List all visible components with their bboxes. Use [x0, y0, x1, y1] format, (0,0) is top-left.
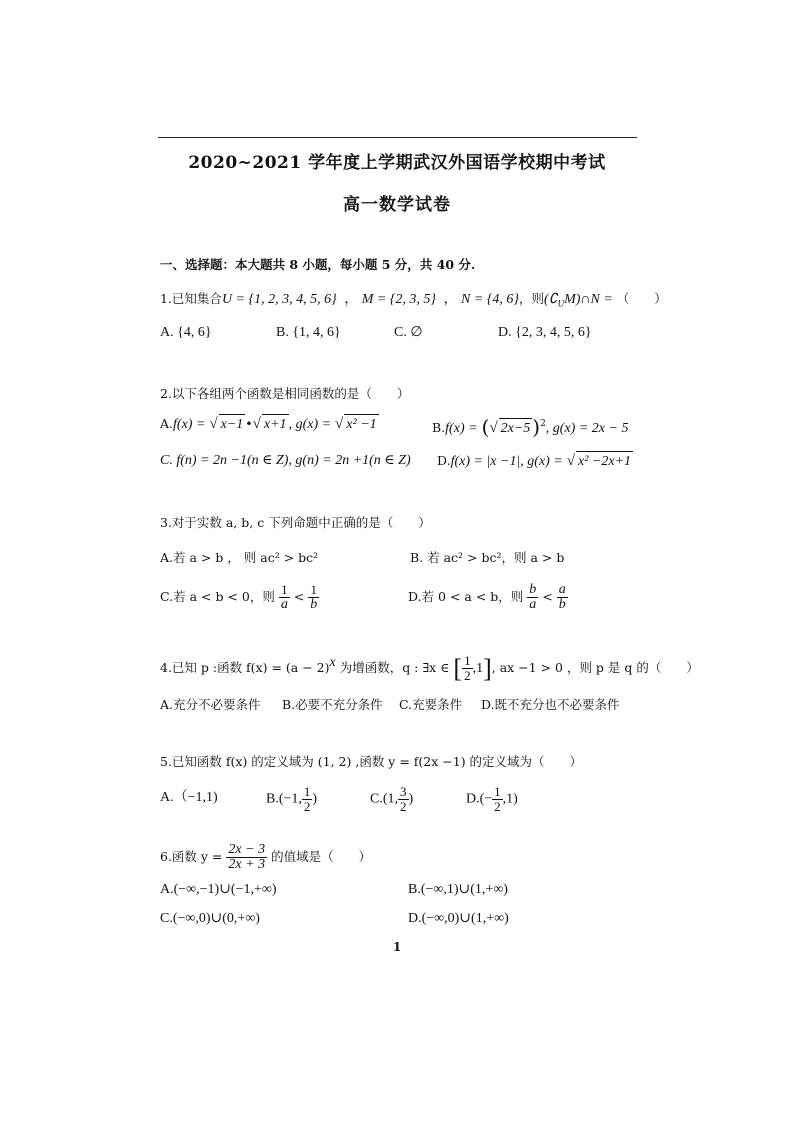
q3-d-frac2: $\frac{a}{b}$ [558, 582, 566, 612]
q1-option-c: C. ∅ [394, 325, 423, 340]
exam-title: 2020~2021 学年度上学期武汉外国语学校期中考试 [188, 153, 606, 173]
q6-prefix: 6.函数 y = [160, 849, 223, 864]
question-6-stem [160, 843, 371, 872]
q2-option-c: C. f(n) = 2n −1(n ∈ Z), g(n) = 2n +1(n ∈ Z) [160, 453, 411, 468]
q4-stem-b: 为增函数，q : ∃x ∈ [335, 660, 450, 675]
q2-b-g: , g(x) = 2x − 5 [545, 421, 629, 436]
q3-d-lt: < [542, 589, 553, 604]
q3-d-prefix: D.若 0 < a < b，则 [408, 589, 524, 604]
page-number: 1 [392, 940, 402, 954]
q1-option-a: A. {4, 6} [160, 325, 212, 340]
q5-option-a: A.（−1,1) [160, 790, 218, 805]
q2-a-root2: x+1 [262, 414, 289, 435]
question-5-stem: 5.已知函数 f(x) 的定义域为 (1, 2) ,函数 y = f(2x −1) 的定义域为（ ） [160, 754, 583, 769]
q2-a-root3: x² −1 [344, 414, 378, 435]
q2-d-f: f(x) = |x −1|, g(x) = [450, 454, 563, 469]
q4-option-d: D.既不充分也不必要条件 [481, 697, 620, 712]
q1-option-b: B. {1, 4, 6} [276, 325, 341, 340]
q1-ask-prefix: ，则 [518, 291, 544, 306]
q4-option-b: B.必要不充分条件 [282, 697, 383, 712]
q1-ask-expr: M)∩N = [564, 292, 613, 307]
q5-option-c: C.(1, $\frac{3}{2}$ ) [370, 784, 414, 814]
q2-a-dot: • [245, 416, 253, 431]
q6-suffix: 的值域是（ ） [271, 849, 372, 864]
q4-interval-right: ,1 [472, 661, 484, 676]
q6-option-d: D.(−∞,0)∪(1,+∞) [408, 911, 509, 926]
q1-set-u: U = {1, 2, 3, 4, 5, 6} [221, 292, 337, 307]
question-4-stem: 4.已知 p :函数 $f(x) = (a - 2)^x$ 为增函数，q : ∃x ∈ [ $\frac{1}{2}$ ,1], ax −1 > 0 ，则 p 是 q 的（ ） [160, 653, 699, 683]
q2-b-label: B. [432, 420, 446, 435]
q4-interval-frac: $\frac{1}{2}$ [464, 653, 471, 683]
q3-c-prefix: C.若 a < b < 0，则 [160, 589, 275, 604]
q2-d-root: x² −2x+1 [576, 451, 633, 472]
question-3-stem: 3.对于实数 a, b, c 下列命题中正确的是（ ） [160, 515, 431, 530]
q3-option-d [408, 583, 568, 612]
q3-d-frac1: $\frac{b}{a}$ [529, 582, 537, 612]
q3-option-a: A.若 a > b ， 则 ac² > bc² [160, 550, 319, 565]
q5-option-b: B.(−1, $\frac{1}{2}$ ) [266, 784, 318, 814]
exam-subtitle: 高一数学试卷 [343, 195, 451, 215]
q4-exponent: x [329, 655, 336, 670]
q3-c-frac1: $\frac{1}{a}$ [280, 582, 288, 612]
q2-a-root1: x−1 [219, 414, 246, 435]
q1-set-m: M = {2, 3, 5} [361, 292, 436, 307]
q2-option-b: B.f(x) = (√ 2x−5 )$^2$, g(x) = 2x − 5 [432, 415, 629, 439]
q2-option-d: D.f(x) = |x −1|, g(x) = √ x² −2x+1 [437, 451, 633, 472]
q1-option-d: D. {2, 3, 4, 5, 6} [498, 325, 592, 340]
q6-option-a: A.(−∞,−1)∪(−1,+∞) [160, 882, 277, 897]
q2-d-label: D. [437, 453, 451, 468]
q5-option-d: D.(− $\frac{1}{2}$ ,1) [466, 784, 518, 814]
q1-blank: （ ） [616, 291, 667, 306]
q1-prefix: 1.已知集合 [160, 291, 222, 306]
q4-option-a: A.充分不必要条件 [160, 697, 261, 712]
q1-complement: (∁ [543, 292, 558, 307]
q6-option-b: B.(−∞,1)∪(1,+∞) [408, 882, 508, 897]
q4-stem-a: 4.已知 p :函数 f(x) = (a − 2) [160, 660, 330, 675]
section-heading: 一、选择题：本大题共 8 小题，每小题 5 分，共 40 分. [160, 257, 476, 272]
q4-stem-c: , ax −1 > 0 ，则 p 是 q 的（ ） [491, 660, 699, 675]
q2-option-a: A.f(x) = √ x−1 •√ x+1 , g(x) = √ x² −1 [160, 414, 379, 435]
q6-frac: $\frac{2x - 3}{2x + 3}$ [228, 842, 266, 872]
q1-complement-sub: U [557, 298, 565, 309]
q3-c-lt: < [293, 589, 305, 604]
q2-a-f: f(x) = [173, 417, 206, 432]
q3-c-frac2: $\frac{1}{b}$ [310, 582, 318, 612]
q2-b-root: 2x−5 [499, 418, 533, 439]
q2-a-g: , g(x) = [288, 417, 332, 432]
q2-b-f: f(x) = [445, 421, 478, 436]
q4-option-c: C.充要条件 [399, 697, 463, 712]
header-rule [158, 137, 637, 138]
q3-option-b: B. 若 ac² > bc²，则 a > b [410, 550, 565, 565]
q1-set-n: N = {4, 6} [460, 292, 519, 307]
q3-option-c [160, 583, 319, 612]
q2-a-label: A. [160, 416, 174, 431]
question-1-stem: 1.已知集合U = {1, 2, 3, 4, 5, 6} ， M = {2, 3, 5} ， N = {4, 6}，则$(∁_UM)\cap N$ = （ ） [160, 291, 667, 309]
q6-option-c: C.(−∞,0)∪(0,+∞) [160, 911, 260, 926]
question-2-stem: 2.以下各组两个函数是相同函数的是（ ） [160, 386, 410, 401]
